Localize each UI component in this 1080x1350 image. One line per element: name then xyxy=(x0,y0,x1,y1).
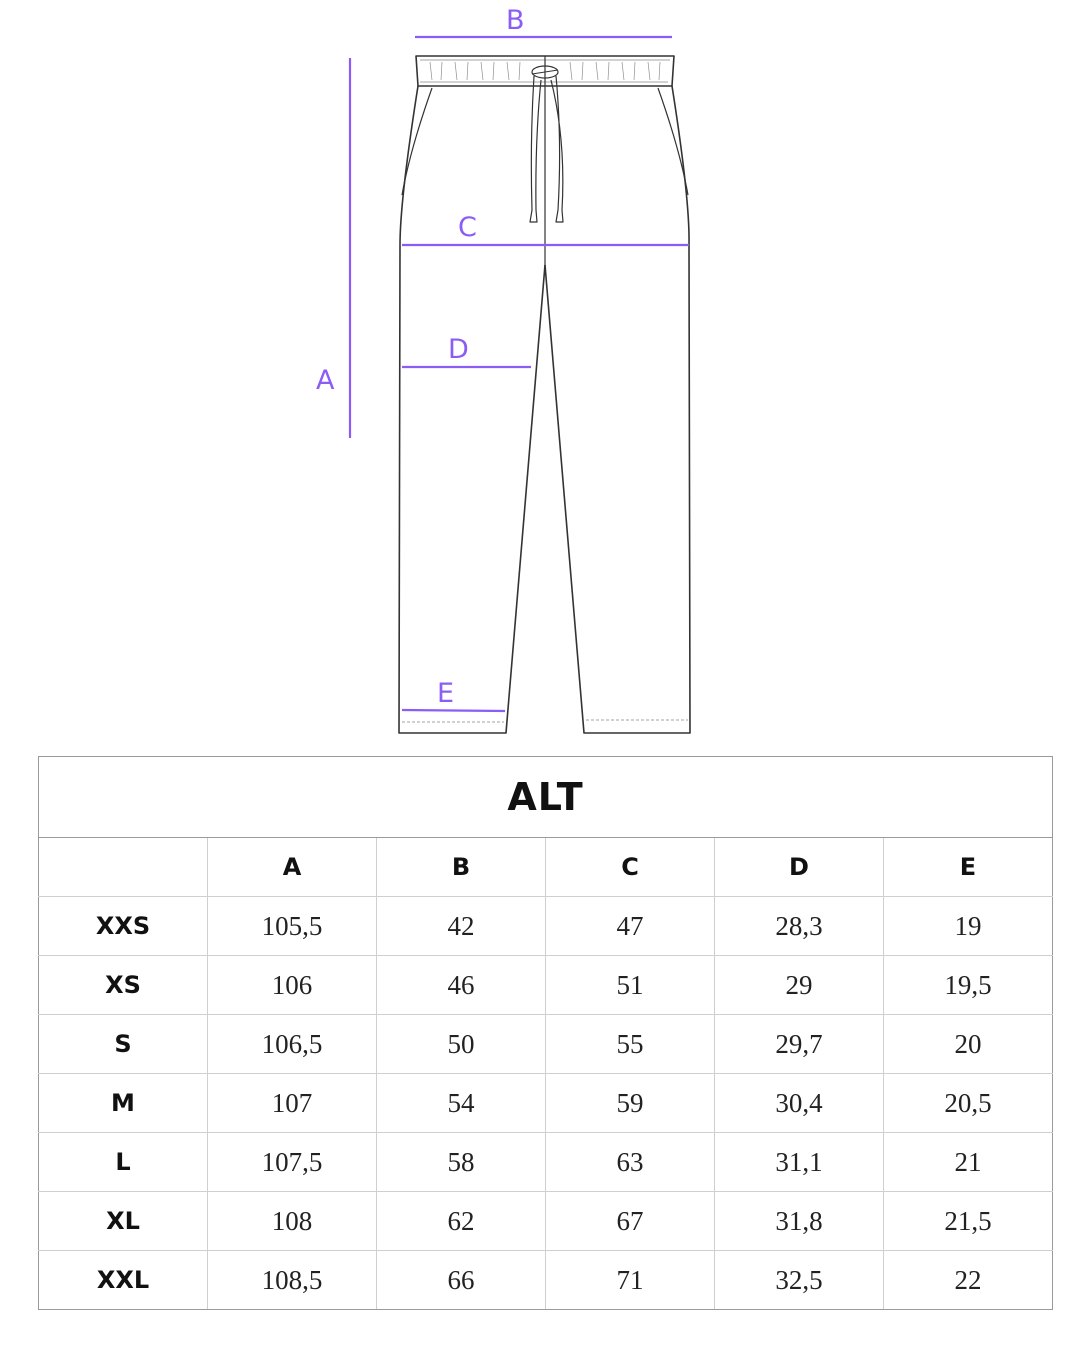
column-header-a: A xyxy=(208,838,377,897)
table-cell: 108,5 xyxy=(208,1251,377,1310)
column-header-b: B xyxy=(377,838,546,897)
table-cell: 108 xyxy=(208,1192,377,1251)
table-cell: 50 xyxy=(377,1015,546,1074)
size-label: XXL xyxy=(39,1251,208,1310)
label-b: B xyxy=(506,5,525,36)
table-row xyxy=(39,1015,1053,1074)
table-cell: 55 xyxy=(546,1015,715,1074)
table-cell: 22 xyxy=(884,1251,1053,1310)
label-c: C xyxy=(458,212,477,243)
table-row xyxy=(39,1133,1053,1192)
table-cell: 32,5 xyxy=(715,1251,884,1310)
table-row xyxy=(39,1192,1053,1251)
table-cell: 67 xyxy=(546,1192,715,1251)
table-cell: 54 xyxy=(377,1074,546,1133)
table-cell: 63 xyxy=(546,1133,715,1192)
table-title-row xyxy=(39,757,1053,838)
table-cell: 66 xyxy=(377,1251,546,1310)
table-cell: 20 xyxy=(884,1015,1053,1074)
table-cell: 30,4 xyxy=(715,1074,884,1133)
column-header-d: D xyxy=(715,838,884,897)
table-cell: 42 xyxy=(377,897,546,956)
table-cell: 46 xyxy=(377,956,546,1015)
table-cell: 71 xyxy=(546,1251,715,1310)
column-header-blank xyxy=(39,838,208,897)
table-row xyxy=(39,1074,1053,1133)
table-cell: 20,5 xyxy=(884,1074,1053,1133)
table-cell: 107 xyxy=(208,1074,377,1133)
table-cell: 29,7 xyxy=(715,1015,884,1074)
size-label: XL xyxy=(39,1192,208,1251)
table-cell: 21,5 xyxy=(884,1192,1053,1251)
table-cell: 21 xyxy=(884,1133,1053,1192)
table-cell: 59 xyxy=(546,1074,715,1133)
table-cell: 58 xyxy=(377,1133,546,1192)
table-cell: 105,5 xyxy=(208,897,377,956)
measure-line-e xyxy=(402,710,505,711)
label-e: E xyxy=(437,678,455,709)
table-cell: 19,5 xyxy=(884,956,1053,1015)
table-cell: 107,5 xyxy=(208,1133,377,1192)
measurement-lines xyxy=(350,37,689,711)
table-title: ALT xyxy=(39,757,1053,838)
table-cell: 51 xyxy=(546,956,715,1015)
table-cell: 29 xyxy=(715,956,884,1015)
size-label: S xyxy=(39,1015,208,1074)
table-row xyxy=(39,1251,1053,1310)
size-label: XXS xyxy=(39,897,208,956)
size-chart-table xyxy=(38,756,1053,1310)
column-header-e: E xyxy=(884,838,1053,897)
table-header-row xyxy=(39,838,1053,897)
table-cell: 62 xyxy=(377,1192,546,1251)
label-a: A xyxy=(316,365,335,396)
label-d: D xyxy=(448,334,469,365)
table-row xyxy=(39,897,1053,956)
table-cell: 47 xyxy=(546,897,715,956)
table-cell: 31,1 xyxy=(715,1133,884,1192)
pants-outline xyxy=(399,56,690,733)
size-label: L xyxy=(39,1133,208,1192)
table-cell: 28,3 xyxy=(715,897,884,956)
table-row xyxy=(39,956,1053,1015)
table-cell: 106,5 xyxy=(208,1015,377,1074)
table-cell: 106 xyxy=(208,956,377,1015)
table-cell: 31,8 xyxy=(715,1192,884,1251)
size-label: M xyxy=(39,1074,208,1133)
size-label: XS xyxy=(39,956,208,1015)
column-header-c: C xyxy=(546,838,715,897)
table-cell: 19 xyxy=(884,897,1053,956)
